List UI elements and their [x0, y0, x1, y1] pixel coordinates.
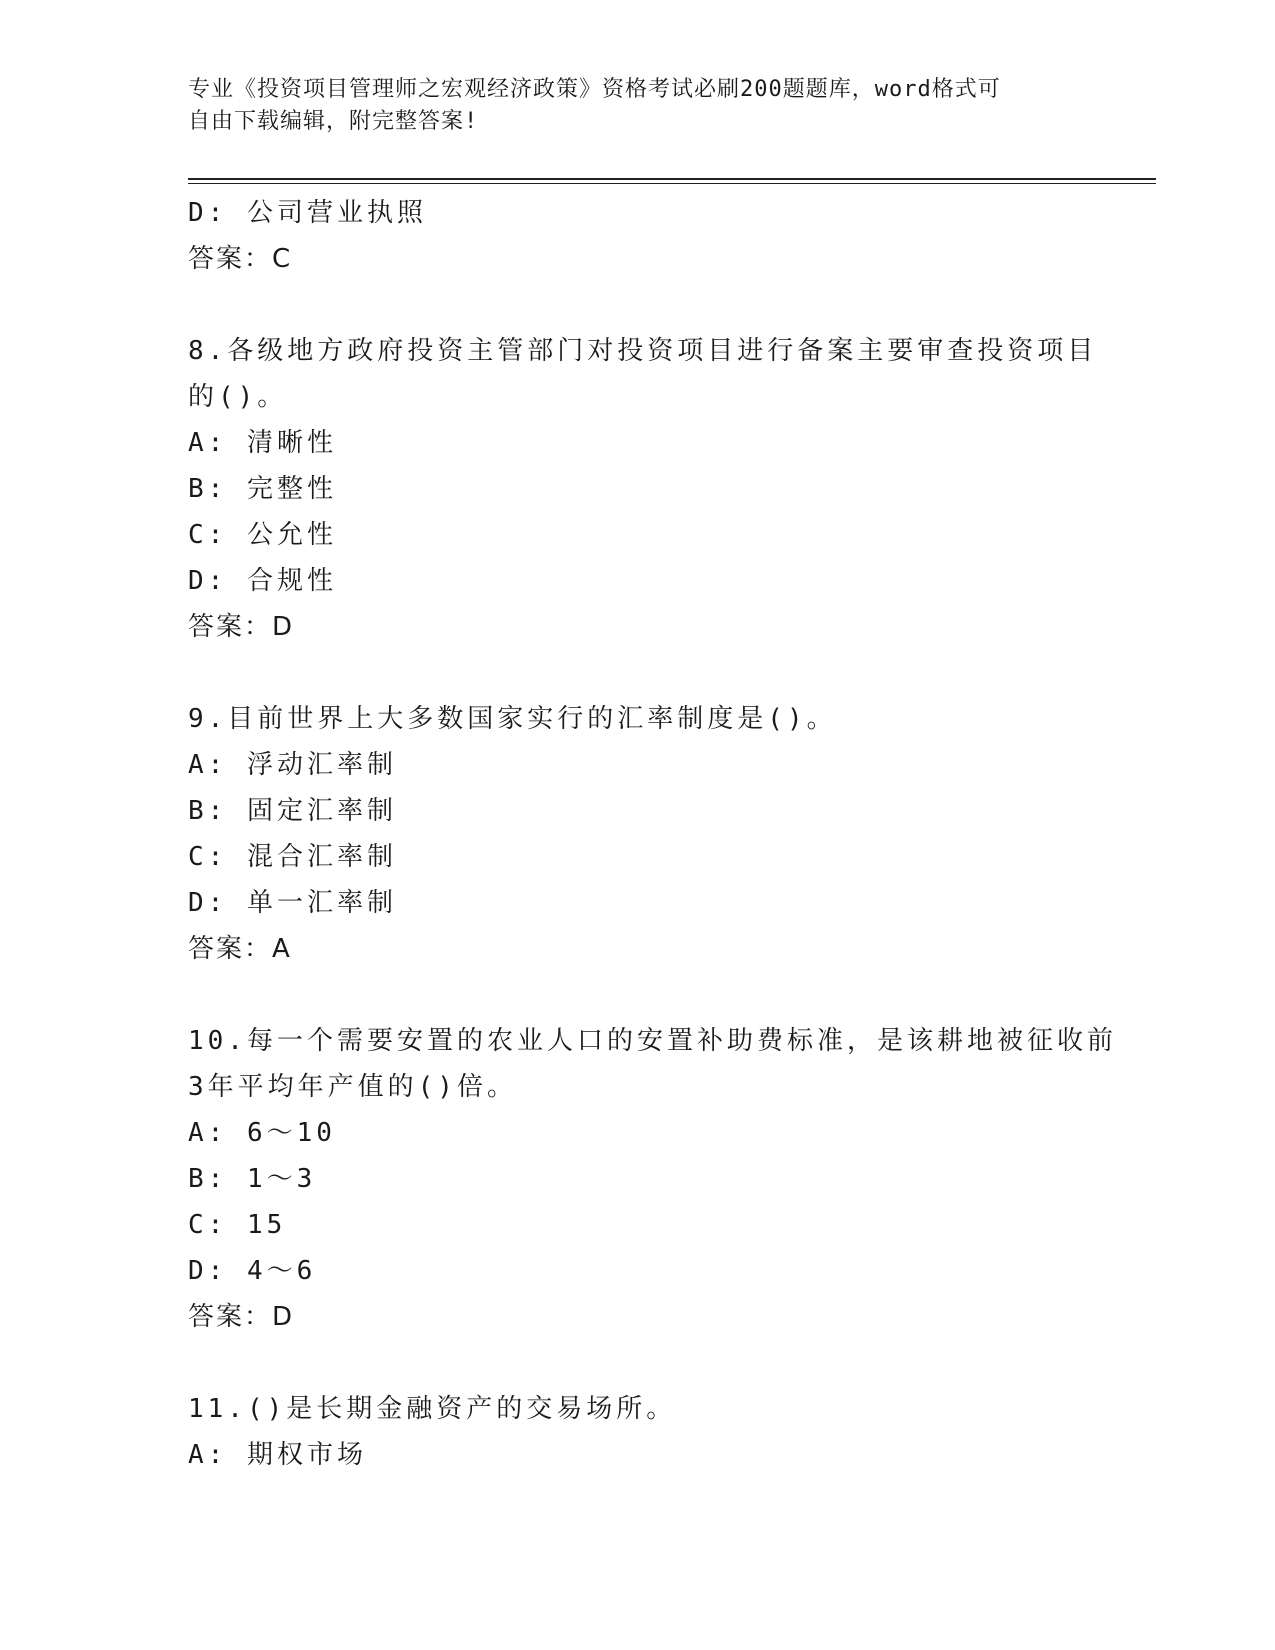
question-stem-cont: 3年平均年产值的()倍。: [188, 1072, 517, 1102]
option-b: B: 1～3: [188, 1164, 317, 1194]
header-line-1: 专业《投资项目管理师之宏观经济政策》资格考试必刷200题题库，word格式可: [188, 77, 1001, 102]
option-c: C: 15: [188, 1210, 287, 1240]
answer: 答案：D: [188, 1302, 295, 1332]
document-header: [188, 74, 1068, 138]
spacer: [188, 1340, 1088, 1386]
question-8: [188, 328, 1098, 650]
option-a: A: 6～10: [188, 1118, 336, 1148]
option-d: D: 单一汇率制: [188, 888, 397, 918]
spacer: [188, 650, 1088, 696]
option-d: D: 4～6: [188, 1256, 317, 1286]
question-stem: 10.每一个需要安置的农业人口的安置补助费标准，是该耕地被征收前: [188, 1026, 1117, 1056]
option-c: C: 混合汇率制: [188, 842, 397, 872]
question-stem: 9.目前世界上大多数国家实行的汇率制度是()。: [188, 704, 837, 734]
answer: 答案：C: [188, 244, 293, 274]
spacer: [188, 972, 1088, 1018]
header-line-2: 自由下载编辑，附完整答案!: [188, 109, 479, 134]
question-10: [188, 1018, 1117, 1340]
question-stem: 8.各级地方政府投资主管部门对投资项目进行备案主要审查投资项目: [188, 336, 1098, 366]
answer: 答案：A: [188, 934, 292, 964]
option-a: A: 期权市场: [188, 1440, 367, 1470]
document-body: [188, 190, 1117, 1478]
option-a: A: 浮动汇率制: [188, 750, 397, 780]
answer: 答案：D: [188, 612, 295, 642]
spacer: [188, 282, 1088, 328]
previous-question-tail: [188, 190, 1088, 282]
option-b: B: 完整性: [188, 474, 337, 504]
question-11: [188, 1386, 1088, 1478]
option-d: D: 合规性: [188, 566, 337, 596]
header-divider: [188, 178, 1156, 184]
question-stem: 11.()是长期金融资产的交易场所。: [188, 1394, 677, 1424]
option-c: C: 公允性: [188, 520, 337, 550]
option-b: B: 固定汇率制: [188, 796, 397, 826]
question-stem-cont: 的()。: [188, 382, 288, 412]
question-9: [188, 696, 1088, 972]
option-d: D: 公司营业执照: [188, 198, 427, 228]
option-a: A: 清晰性: [188, 428, 337, 458]
